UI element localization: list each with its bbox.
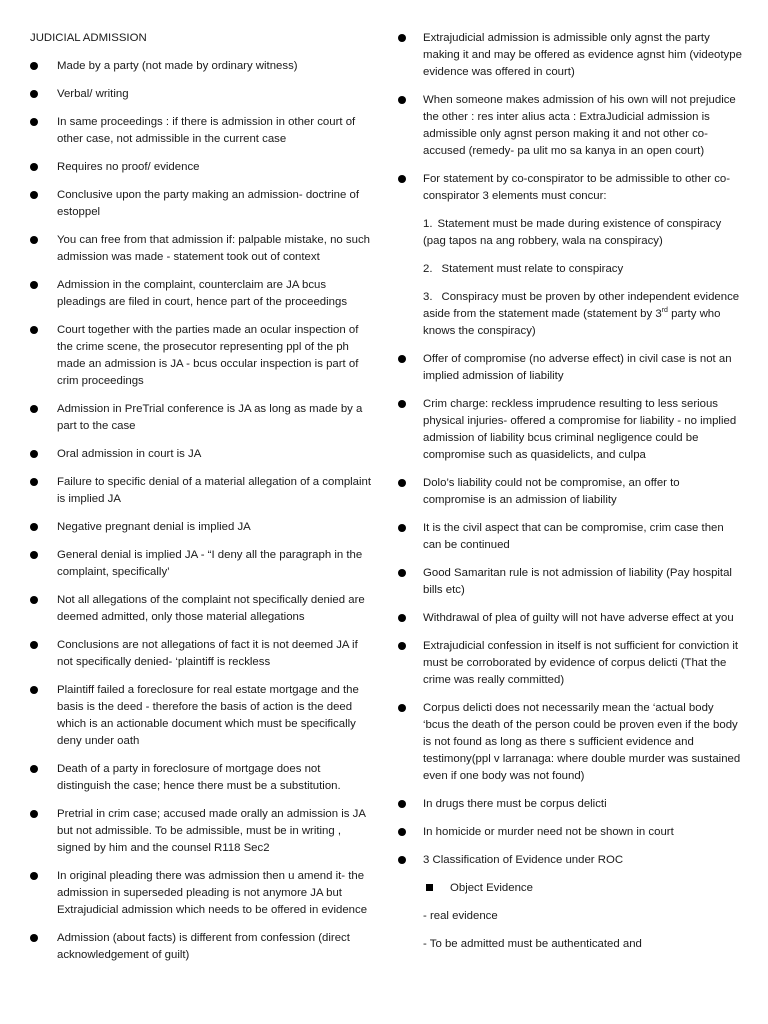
sub-item-1 — [423, 216, 743, 250]
list-item-text: Extrajudicial confession in itself is not sufficient for conviction it must be corroborated by evidence of corpus delicti (That the crime was really committed) — [423, 640, 739, 686]
list-item-text: It is the civil aspect that can be compromise, crim case then can be continued — [423, 522, 724, 551]
bullet-icon — [398, 614, 406, 622]
list-item — [398, 565, 743, 599]
bullet-icon — [398, 704, 406, 712]
bullet-icon — [398, 96, 406, 104]
list-item-text: Negative pregnant denial is implied JA — [57, 521, 251, 533]
list-item — [30, 637, 375, 671]
list-item — [398, 610, 743, 627]
list-item — [398, 852, 743, 869]
bullet-icon — [398, 569, 406, 577]
sub-item-number: 1. — [423, 218, 433, 230]
list-item-text: Pretrial in crim case; accused made orally an admission is JA but not admissible. To be admissible, must be in writing , signed by him and the counsel R118 Sec2 — [57, 808, 366, 854]
list-item — [30, 519, 375, 536]
right-column — [398, 30, 743, 964]
list-item — [30, 474, 375, 508]
bullet-icon — [30, 191, 38, 199]
list-item-text: Conclusions are not allegations of fact it is not deemed JA if not specifically denied- ‘plaintiff is reckless — [57, 639, 358, 668]
list-item-text: Admission (about facts) is different from confession (direct acknowledgement of guilt) — [57, 932, 350, 961]
list-item — [398, 638, 743, 689]
list-item-text: Withdrawal of plea of guilty will not have adverse effect at you — [423, 612, 734, 624]
list-item — [398, 396, 743, 464]
bullet-icon — [30, 163, 38, 171]
sub-item-text: Conspiracy must be proven by other independent evidence aside from the statement made (statement by 3 — [423, 291, 740, 320]
list-item-text: General denial is implied JA - “I deny all the paragraph in the complaint, specifically’ — [57, 549, 363, 578]
list-item — [30, 401, 375, 435]
left-column — [30, 30, 375, 975]
list-item-text: 3 Classification of Evidence under ROC — [423, 854, 624, 866]
list-item — [398, 824, 743, 841]
list-item-text: In original pleading there was admission then u amend it- the admission in superseded pleading is not anymore JA but Extrajudicial admission which needs to be offered in evidence — [57, 870, 368, 916]
list-item — [30, 322, 375, 390]
bullet-icon — [30, 686, 38, 694]
plain-line-1: - real evidence — [423, 910, 498, 922]
list-item — [398, 92, 743, 160]
list-item-text: Failure to specific denial of a material allegation of a complaint is implied JA — [57, 476, 372, 505]
bullet-icon — [30, 118, 38, 126]
list-item — [30, 547, 375, 581]
list-item — [398, 351, 743, 385]
bullet-icon — [398, 642, 406, 650]
bullet-icon — [30, 450, 38, 458]
right-bullet-list-b — [398, 351, 743, 869]
list-item — [398, 700, 743, 785]
sub-item-number: 2. — [423, 263, 433, 275]
list-item-text: In drugs there must be corpus delicti — [423, 798, 607, 810]
bullet-icon — [398, 400, 406, 408]
bullet-icon — [398, 828, 406, 836]
list-item-text: Death of a party in foreclosure of mortgage does not distinguish the case; hence there must be a substitution. — [57, 763, 341, 792]
list-item — [398, 475, 743, 509]
list-item-text: Good Samaritan rule is not admission of liability (Pay hospital bills etc) — [423, 567, 732, 596]
square-bullet-icon — [426, 884, 433, 891]
list-item-text: Verbal/ writing — [57, 88, 129, 100]
bullet-icon — [398, 524, 406, 532]
list-item-text: Dolo’s liability could not be compromise, an offer to compromise is an admission of liability — [423, 477, 680, 506]
list-item — [398, 796, 743, 813]
list-item-text: For statement by co-conspirator to be admissible to other co-conspirator 3 elements must concur: — [423, 173, 731, 202]
list-item — [30, 806, 375, 857]
bullet-icon — [30, 765, 38, 773]
list-item — [30, 592, 375, 626]
list-item-text: Admission in PreTrial conference is JA as long as made by a part to the case — [57, 403, 363, 432]
bullet-icon — [398, 856, 406, 864]
bullet-icon — [30, 810, 38, 818]
bullet-icon — [30, 326, 38, 334]
bullet-icon — [398, 479, 406, 487]
list-item — [30, 930, 375, 964]
list-item-text: Court together with the parties made an ocular inspection of the crime scene, the prosecutor representing ppl of the ph made an admission is JA - bcus occular inspection is part of crim proceedings — [57, 324, 359, 387]
bullet-icon — [30, 90, 38, 98]
square-bullet-item — [398, 880, 743, 897]
bullet-icon — [30, 478, 38, 486]
list-item-text: Not all allegations of the complaint not specifically denied are deemed admitted, only those material allegations — [57, 594, 365, 623]
list-item-text: Crim charge: reckless imprudence resulting to less serious physical injuries- offered a compromise for liability - no implied admission of liability bcus criminal negligence could be compromise such as quasidelicts, and culpa — [423, 398, 737, 461]
list-item-text: Made by a party (not made by ordinary witness) — [57, 60, 298, 72]
bullet-icon — [30, 596, 38, 604]
list-item — [30, 868, 375, 919]
list-item — [398, 520, 743, 554]
list-item — [30, 761, 375, 795]
bullet-icon — [30, 934, 38, 942]
square-item-text: Object Evidence — [450, 882, 533, 894]
list-item-text: In homicide or murder need not be shown in court — [423, 826, 674, 838]
sub-item-2 — [423, 261, 743, 278]
list-item-text: Admission in the complaint, counterclaim are JA bcus pleadings are filed in court, hence part of the proceedings — [57, 279, 348, 308]
sub-item-text: Statement must be made during existence of conspiracy (pag tapos na ang robbery, wala na conspiracy) — [423, 218, 722, 247]
list-item-text: You can free from that admission if: palpable mistake, no such admission was made - statement took out of context — [57, 234, 370, 263]
bullet-icon — [30, 236, 38, 244]
sub-item-text-after: party who knows the conspiracy) — [423, 308, 721, 337]
document-title: JUDICIAL ADMISSION — [30, 32, 147, 44]
superscript-rd: rd — [661, 307, 668, 315]
bullet-icon — [30, 523, 38, 531]
list-item — [398, 30, 743, 81]
list-item-text: Extrajudicial admission is admissible only agnst the party making it and may be offered as evidence agnst him (videotype evidence was offered in court) — [423, 32, 742, 78]
list-item-text: Conclusive upon the party making an admission- doctrine of estoppel — [57, 189, 360, 218]
list-item — [398, 171, 743, 205]
bullet-icon — [30, 62, 38, 70]
left-bullet-list — [30, 58, 375, 964]
list-item-text: When someone makes admission of his own will not prejudice the other : res inter alius acta : ExtraJudicial admission is admissible only agnst person making it and not other co-accused (remedy- pa ulit mo sa kanya in an open court) — [423, 94, 736, 157]
plain-line-2: - To be admitted must be authenticated and — [423, 938, 642, 950]
bullet-icon — [398, 800, 406, 808]
list-item — [30, 446, 375, 463]
bullet-icon — [30, 281, 38, 289]
bullet-icon — [30, 872, 38, 880]
bullet-icon — [398, 355, 406, 363]
bullet-icon — [30, 641, 38, 649]
list-item-text: Plaintiff failed a foreclosure for real estate mortgage and the basis is the deed - therefore the basis of action is the deed which is an actionable document which must be specifically deny under oath — [57, 684, 359, 747]
bullet-icon — [30, 551, 38, 559]
sub-item-text: Statement must relate to conspiracy — [441, 263, 624, 275]
list-item — [30, 114, 375, 148]
list-item — [30, 159, 375, 176]
list-item-text: Corpus delicti does not necessarily mean the ‘actual body ‘bcus the death of the person could be proven even if the body is not found as long as there s sufficient evidence and testimony(ppl v larranaga: where double murder was sustained even if one body was not found) — [423, 702, 741, 782]
list-item — [30, 187, 375, 221]
sub-item-number: 3. — [423, 291, 433, 303]
list-item-text: Requires no proof/ evidence — [57, 161, 200, 173]
sub-item-3 — [423, 289, 743, 340]
right-bullet-list-a — [398, 30, 743, 205]
list-item — [30, 86, 375, 103]
bullet-icon — [398, 34, 406, 42]
list-item-text: Offer of compromise (no adverse effect) in civil case is not an implied admission of liability — [423, 353, 732, 382]
list-item — [30, 232, 375, 266]
list-item-text: Oral admission in court is JA — [57, 448, 202, 460]
bullet-icon — [398, 175, 406, 183]
list-item — [30, 682, 375, 750]
list-item-text: In same proceedings : if there is admission in other court of other case, not admissible in the current case — [57, 116, 356, 145]
list-item — [30, 58, 375, 75]
list-item — [30, 277, 375, 311]
bullet-icon — [30, 405, 38, 413]
